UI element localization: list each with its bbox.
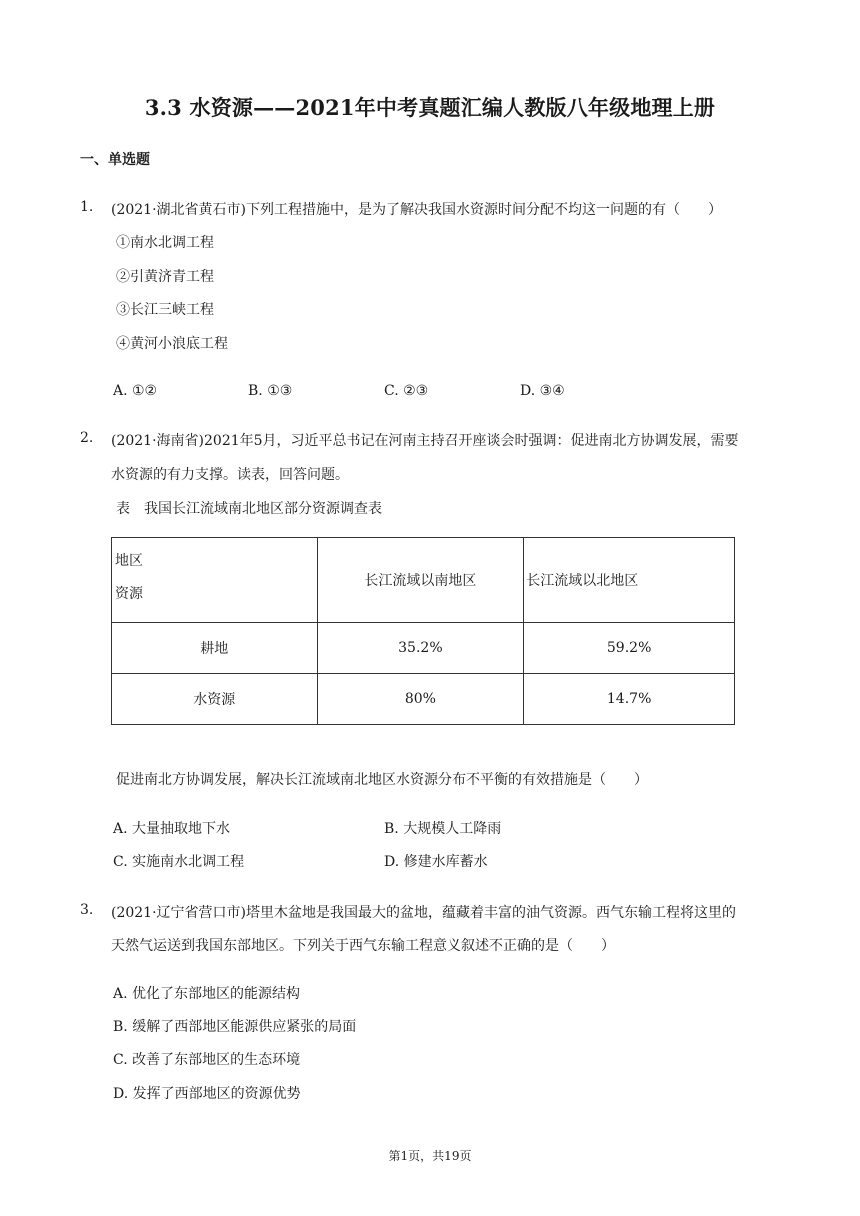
option-d: D. 修建水库蓄水 — [384, 854, 488, 870]
option-a: A. 优化了东部地区的能源结构 — [113, 986, 301, 1002]
table-cell: 35.2% — [317, 623, 524, 674]
option-c: C. 改善了东部地区的生态环境 — [113, 1052, 301, 1068]
table-row — [112, 623, 735, 674]
option-d: D. 发挥了西部地区的资源优势 — [113, 1086, 301, 1102]
corner-label-region: 地区 — [115, 553, 143, 569]
row-label: 水资源 — [112, 674, 318, 725]
option-b: B. ①③ — [248, 383, 293, 399]
column-header — [524, 538, 735, 623]
question-stem: 水资源的有力支撑。读表，回答问题。 — [111, 467, 349, 483]
column-header-text: 长江流域以北地区 — [526, 573, 639, 589]
question-number: 3. — [80, 902, 94, 918]
section-heading: 一、单选题 — [80, 152, 150, 168]
row-label: 耕地 — [112, 623, 318, 674]
statement-item: ④黄河小浪底工程 — [116, 336, 228, 352]
option-c: C. ②③ — [384, 383, 429, 399]
question-stem: (2021·海南省)2021年5月，习近平总书记在河南主持召开座谈会时强调：促进南北方协调发展，需要 — [111, 433, 739, 449]
question-prompt: 促进南北方协调发展，解决长江流域南北地区水资源分布不平衡的有效措施是（ ） — [116, 772, 648, 788]
table-row — [112, 674, 735, 725]
question-number: 2. — [80, 430, 94, 446]
table-cell: 59.2% — [524, 623, 735, 674]
option-b: B. 大规模人工降雨 — [384, 821, 502, 837]
page-title: 3.3 水资源——2021年中考真题汇编人教版八年级地理上册 — [144, 95, 716, 120]
corner-label-resource: 资源 — [115, 586, 143, 602]
question-stem: (2021·辽宁省营口市)塔里木盆地是我国最大的盆地，蕴藏着丰富的油气资源。西气东输工程将这里的 — [111, 905, 737, 921]
option-d: D. ③④ — [520, 383, 565, 399]
option-a: A. ①② — [113, 383, 158, 399]
table-cell: 80% — [317, 674, 524, 725]
option-c: C. 实施南水北调工程 — [113, 854, 245, 870]
statement-item: ②引黄济青工程 — [116, 269, 214, 285]
table-cell: 14.7% — [524, 674, 735, 725]
column-header-text: 长江流域以南地区 — [364, 573, 477, 589]
question-stem: 天然气运送到我国东部地区。下列关于西气东输工程意义叙述不正确的是（ ） — [111, 938, 615, 954]
statement-item: ①南水北调工程 — [116, 235, 214, 251]
page-footer: 第1页，共19页 — [388, 1149, 472, 1163]
option-b: B. 缓解了西部地区能源供应紧张的局面 — [113, 1019, 357, 1035]
resource-table — [111, 537, 735, 725]
column-header — [317, 538, 524, 623]
question-stem: (2021·湖北省黄石市)下列工程措施中，是为了解决我国水资源时间分配不均这一问题的有（ ） — [111, 202, 723, 218]
statement-item: ③长江三峡工程 — [116, 302, 214, 318]
option-a: A. 大量抽取地下水 — [113, 821, 231, 837]
table-caption: 表 我国长江流域南北地区部分资源调查表 — [116, 501, 382, 517]
question-number: 1. — [80, 199, 94, 215]
table-corner-cell — [112, 538, 318, 623]
